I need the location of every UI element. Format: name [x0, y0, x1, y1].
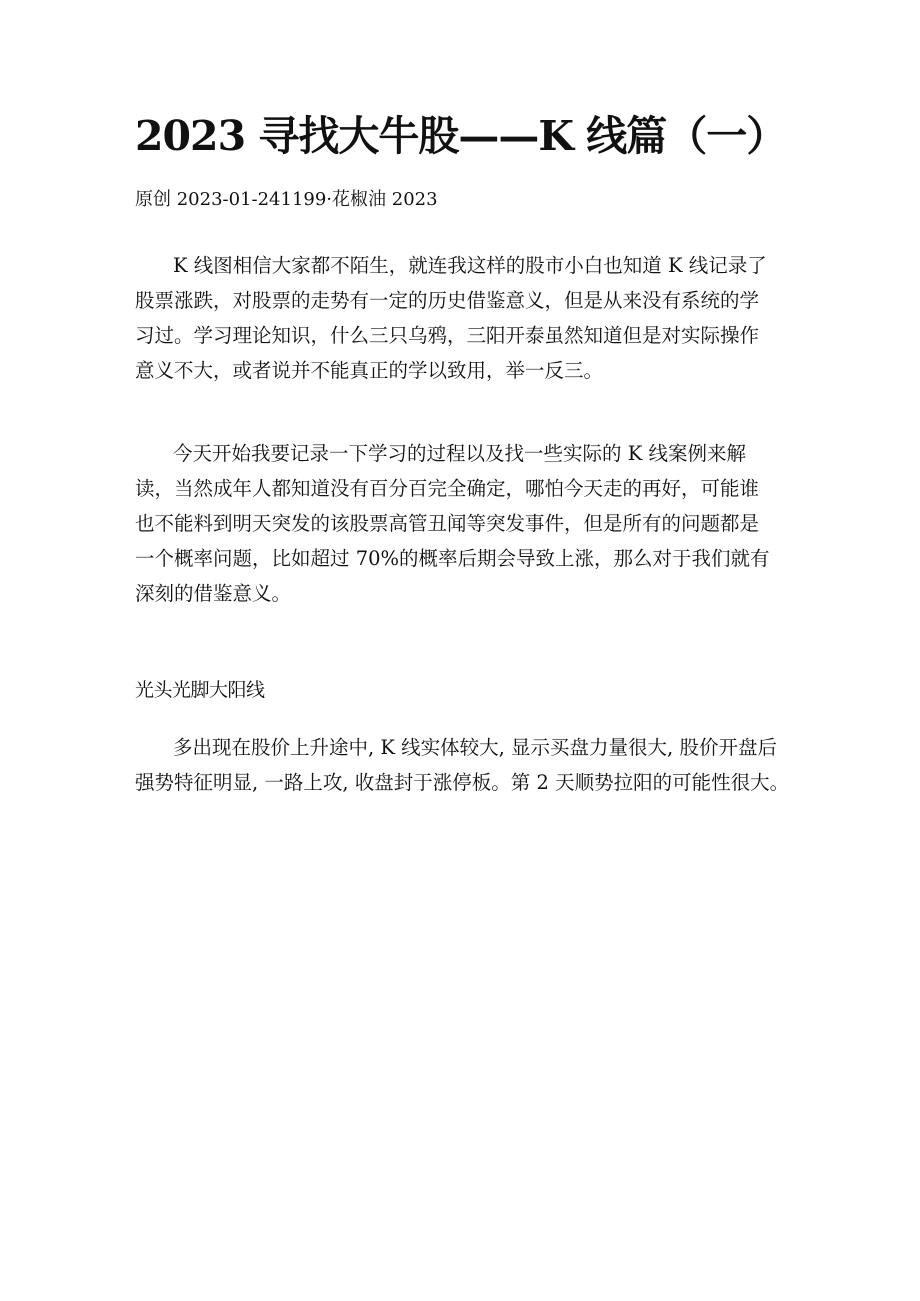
- article-title: 2023 寻找大牛股——K 线篇（一）: [135, 112, 787, 160]
- paragraph-line: 习过。学习理论知识，什么三只乌鸦，三阳开泰虽然知道但是对实际操作: [135, 324, 760, 347]
- paragraph-line: 意义不大，或者说并不能真正的学以致用，举一反三。: [135, 359, 604, 382]
- paragraph-section: [135, 730, 790, 800]
- paragraph-line: 强势特征明显, 一路上攻, 收盘封于涨停板。第 2 天顺势拉阳的可能性很大。: [135, 771, 790, 794]
- paragraph-line: 也不能料到明天突发的该股票高管丑闻等突发事件，但是所有的问题都是: [135, 512, 760, 535]
- paragraph-line: K 线图相信大家都不陌生，就连我这样的股市小白也知道 K 线记录了: [173, 254, 767, 277]
- paragraph-line: 今天开始我要记录一下学习的过程以及找一些实际的 K 线案例来解: [173, 442, 746, 465]
- paragraph-line: 深刻的借鉴意义。: [135, 582, 292, 605]
- paragraph-line: 股票涨跌，对股票的走势有一定的历史借鉴意义，但是从来没有系统的学: [135, 289, 760, 312]
- article-meta: 原创 2023-01-241199·花椒油 2023: [135, 189, 438, 210]
- paragraph-line: 多出现在股价上升途中, K 线实体较大, 显示买盘力量很大, 股价开盘后: [173, 736, 777, 759]
- paragraph-intro: [135, 248, 785, 388]
- paragraph-plan: [135, 436, 785, 611]
- paragraph-line: 读，当然成年人都知道没有百分百完全确定，哪怕今天走的再好，可能谁: [135, 477, 760, 500]
- section-heading: 光头光脚大阳线: [135, 679, 265, 701]
- paragraph-line: 一个概率问题，比如超过 70%的概率后期会导致上涨，那么对于我们就有: [135, 547, 770, 570]
